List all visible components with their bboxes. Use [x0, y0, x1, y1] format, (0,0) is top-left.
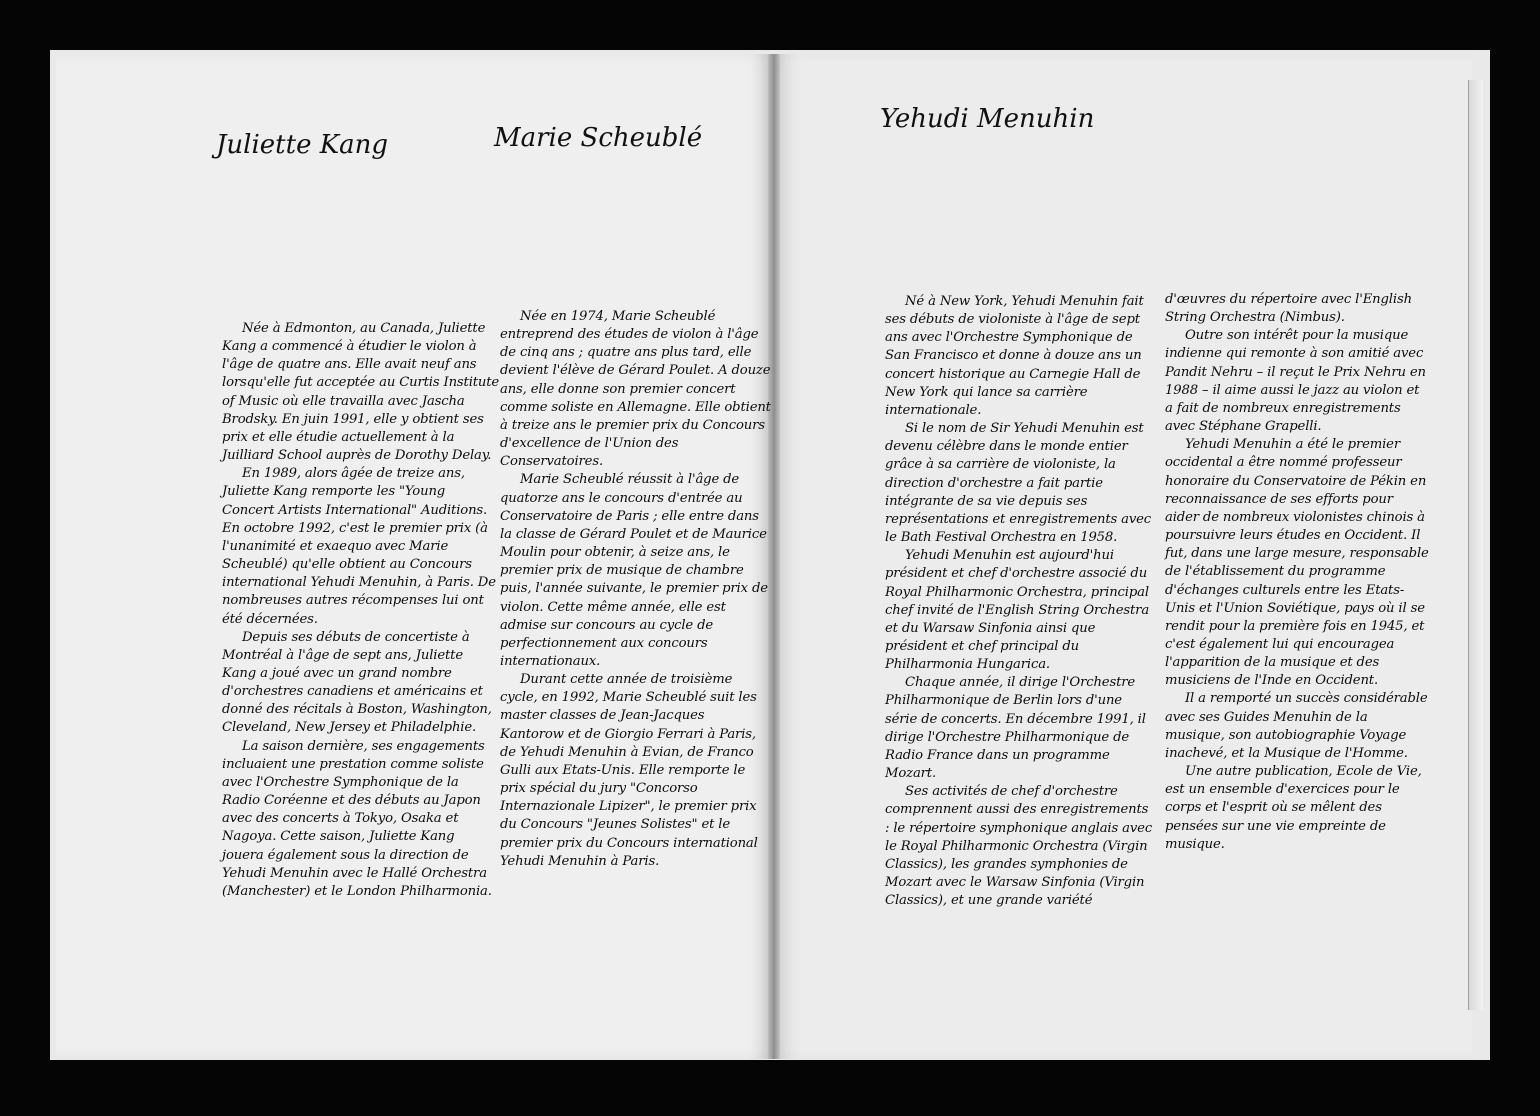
column-marie-scheuble — [500, 308, 772, 871]
paragraph: Yehudi Menuhin a été le premier occidental a être nommé professeur honoraire du Conservatoire de Pékin en reconnaissance de ses efforts pour aider de nombreux violonistes chinois à poursuivre leurs études en Occident. Il fut, dans une large mesure, responsable de l'établissement du programme d'échanges culturels entre les Etats-Unis et l'Union Soviétique, pays où il se rendit pour la première fois en 1945, et c'est également lui qui encouragea l'apparition de la musique et des musiciens de l'Inde en Occident. — [1165, 437, 1429, 689]
paragraph: Chaque année, il dirige l'Orchestre Philharmonique de Berlin lors d'une série de concerts. En décembre 1991, il dirige l'Orchestre Philharmonique de Radio France dans un programme Mozart. — [885, 675, 1146, 782]
paragraph: Ses activités de chef d'orchestre comprennent aussi des enregistrements : le répertoire symphonique anglais avec le Royal Philharmonic Orchestra (Virgin Classics), les grandes symphonies de Mozart avec le Warsaw Sinfonia (Virgin Classics), et une grande variété — [885, 784, 1153, 909]
paragraph: Née en 1974, Marie Scheublé entreprend des études de violon à l'âge de cinq ans ; quatre ans plus tard, elle devient l'élève de Gérard Poulet. A douze ans, elle donne son premier concert comme soliste en Allemagne. Elle obtient à treize ans le premier prix du Concours d'excellence de l'Union des Conservatoires. — [500, 309, 771, 470]
paragraph: Né à New York, Yehudi Menuhin fait ses débuts de violoniste à l'âge de sept ans avec l'Orchestre Symphonique de San Francisco et donne à douze ans un concert historique au Carnegie Hall de New York qui lance sa carrière internationale. — [885, 294, 1144, 418]
column-yehudi-menuhin-2 — [1165, 291, 1430, 854]
paragraph: d'œuvres du répertoire avec l'English String Orchestra (Nimbus). — [1165, 292, 1412, 326]
paragraph: Depuis ses débuts de concertiste à Montréal à l'âge de sept ans, Juliette Kang a joué avec un grand nombre d'orchestres canadiens et américains et donné des récitals à Boston, Washington, Cleveland, New Jersey et Philadelphie. — [222, 629, 492, 736]
page-edge — [1468, 80, 1483, 1010]
paragraph: Si le nom de Sir Yehudi Menuhin est devenu célèbre dans le monde entier grâce à sa carrière de violoniste, la direction d'orchestre a fait partie intégrante de sa vie depuis ses représentations et enregistrements avec le Bath Festival Orchestra en 1958. — [885, 421, 1152, 546]
paragraph: Durant cette année de troisième cycle, en 1992, Marie Scheublé suit les master classes de Jean-Jacques Kantorow et de Giorgio Ferrari à Paris, de Yehudi Menuhin à Evian, de Franco Gulli aux Etats-Unis. Elle remporte le prix spécial du jury "Concorso Internazionale Lipizer", le premier prix du Concours "Jeunes Solistes" et le premier prix du Concours international Yehudi Menuhin à Paris. — [500, 672, 758, 869]
heading-marie-scheuble: Marie Scheublé — [494, 123, 703, 153]
paragraph: Outre son intérêt pour la musique indienne qui remonte à son amitié avec Pandit Nehru – il reçut le Prix Nehru en 1988 – il aime aussi le jazz au violon et a fait de nombreux enregistrements avec Stéphane Grapelli. — [1165, 328, 1426, 435]
paragraph: Marie Scheublé réussit à l'âge de quatorze ans le concours d'entrée au Conservatoire de Paris ; elle entre dans la classe de Gérard Poulet et de Maurice Moulin pour obtenir, à seize ans, le premier prix de musique de chambre puis, l'année suivante, le premier prix de violon. Cette même année, elle est admise sur concours au cycle de perfectionnement aux concours internationaux. — [500, 472, 768, 669]
heading-juliette-kang: Juliette Kang — [216, 130, 389, 160]
column-yehudi-menuhin-1 — [885, 293, 1155, 910]
column-juliette-kang — [222, 320, 500, 901]
paragraph: Née à Edmonton, au Canada, Juliette Kang a commencé à étudier le violon à l'âge de quatre ans. Elle avait neuf ans lorsqu'elle fut acceptée au Curtis Institute of Music où elle travailla avec Jascha Brodsky. En juin 1991, elle y obtient ses prix et elle étudie actuellement à la Juilliard School auprès de Dorothy Delay. — [222, 321, 500, 464]
heading-yehudi-menuhin: Yehudi Menuhin — [880, 104, 1095, 134]
paragraph: La saison dernière, ses engagements incluaient une prestation comme soliste avec l'Orchestre Symphonique de la Radio Coréenne et des débuts au Japon avec des concerts à Tokyo, Osaka et Nagoya. Cette saison, Juliette Kang jouera également sous la direction de Yehudi Menuhin avec le Hallé Orchestra (Manchester) et le London Philharmonia. — [222, 738, 492, 899]
paragraph: En 1989, alors âgée de treize ans, Juliette Kang remporte les "Young Concert Artists International" Auditions. En octobre 1992, c'est le premier prix (à l'unanimité et exaequo avec Marie Scheublé) qu'elle obtient au Concours international Yehudi Menuhin, à Paris. De nombreuses autres récompenses lui ont été décernées. — [222, 466, 496, 627]
paragraph: Yehudi Menuhin est aujourd'hui président et chef d'orchestre associé du Royal Philharmonic Orchestra, principal chef invité de l'English String Orchestra et du Warsaw Sinfonia ainsi que président et chef principal du Philharmonia Hungarica. — [885, 548, 1150, 673]
paragraph: Une autre publication, Ecole de Vie, est un ensemble d'exercices pour le corps et l'esprit où se mêlent des pensées sur une vie empreinte de musique. — [1165, 764, 1422, 852]
paragraph: Il a remporté un succès considérable avec ses Guides Menuhin de la musique, son autobiographie Voyage inachevé, et la Musique de l'Homme. — [1165, 691, 1428, 761]
